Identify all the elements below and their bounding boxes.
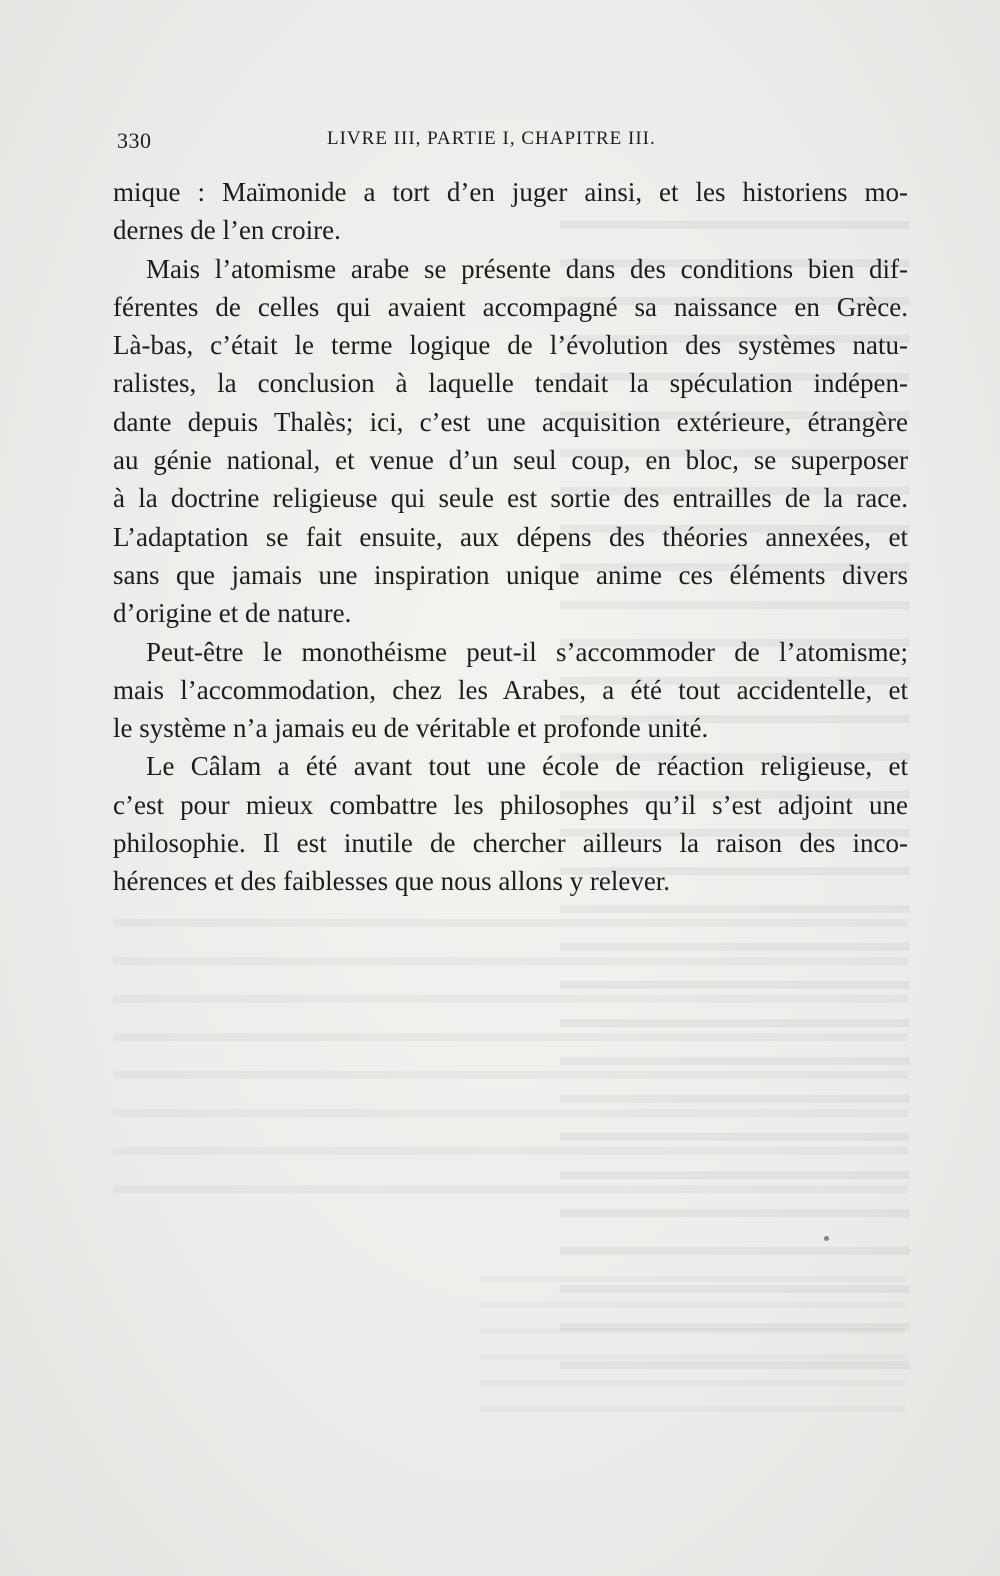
text-line: philosophie. Il est inutile de chercher ailleurs la raison des inco- [113, 828, 908, 859]
show-through-footnotes [480, 1262, 905, 1432]
text-line: L’adaptation se fait ensuite, aux dépens des théories annexées, et [113, 521, 908, 552]
text-line: dante depuis Thalès; ici, c’est une acquisition extérieure, étrangère [113, 406, 908, 437]
text-line: le système n’a jamais eu de véritable et profonde unité. [113, 713, 709, 744]
text-line: hérences et des faiblesses que nous allons y relever. [113, 866, 671, 897]
body-text [113, 173, 908, 901]
text-line: mais l’accommodation, chez les Arabes, a été tout accidentelle, et [113, 674, 908, 705]
paragraph-first-line: Mais l’atomisme arabe se présente dans des conditions bien dif- [146, 253, 908, 284]
text-line: Là-bas, c’était le terme logique de l’évolution des systèmes natu- [113, 330, 908, 361]
text-line: mique : Maïmonide a tort d’en juger ainsi, et les historiens mo- [113, 177, 908, 207]
text-line: à la doctrine religieuse qui seule est sortie des entrailles de la race. [113, 483, 908, 514]
running-head [117, 128, 912, 158]
text-line: ralistes, la conclusion à laquelle tendait la spéculation indépen- [113, 368, 908, 399]
paper-speck [824, 1236, 829, 1241]
text-line: férentes de celles qui avaient accompagné sa naissance en Grèce. [113, 291, 908, 322]
show-through-text-lower [113, 895, 908, 1195]
page-number: 330 [117, 128, 152, 153]
text-line: dernes de l’en croire. [113, 215, 341, 246]
paragraph-first-line: Peut-être le monothéisme peut-il s’accommoder de l’atomisme; [146, 636, 908, 667]
text-line: sans que jamais une inspiration unique anime ces éléments divers [113, 559, 908, 590]
paragraph-first-line: Le Câlam a été avant tout une école de réaction religieuse, et [146, 751, 908, 782]
text-line: c’est pour mieux combattre les philosophes qu’il s’est adjoint une [113, 789, 908, 820]
text-line: d’origine et de nature. [113, 598, 352, 629]
text-line: au génie national, et venue d’un seul coup, en bloc, se superposer [113, 445, 908, 476]
running-title: LIVRE III, PARTIE I, CHAPITRE III. [327, 128, 656, 149]
